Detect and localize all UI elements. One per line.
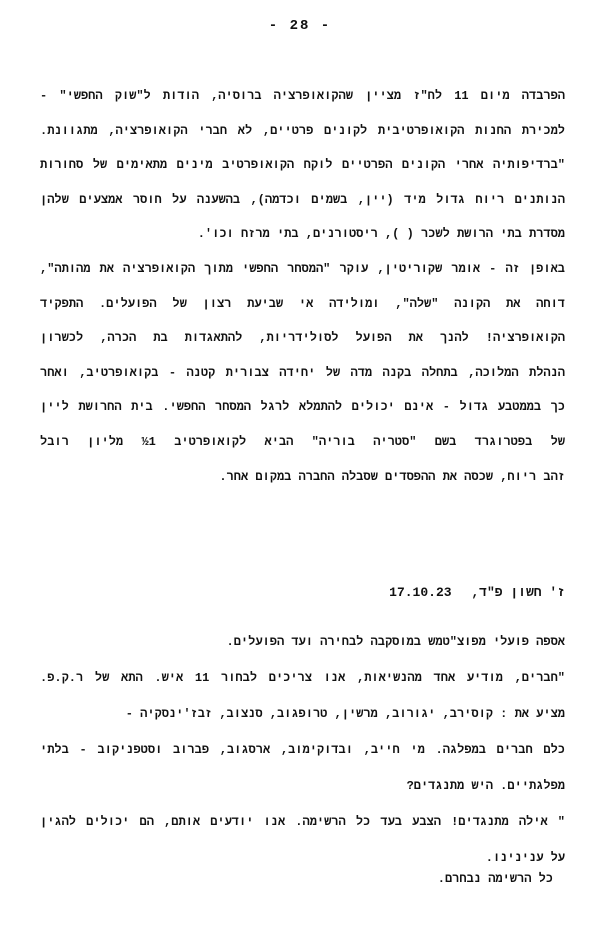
text-line: מציע את : קוסירב, יגורוב, מרשין, טרופגוב, סנצוב, זבז'ינסקיה - <box>125 707 565 721</box>
page-number: - 28 - <box>268 18 332 34</box>
text-line: " אילה מתנגדים! הצבע בעד כל הרשימה. אנו יודעים אותם, הם יכולים להגין <box>40 815 565 829</box>
text-line: מסדרת בתי הרושת לשכר ( ), ריסטורנים, בתי מרזח וכו'. <box>197 227 565 242</box>
text-line: כלם חברים במפלגה. מי חייב, ובדוקימוב, ארסגוב, פברוב וסטפניקוב - בלתי <box>40 743 565 757</box>
text-line: באופן זה - אומר שקוריטין, עוקר "המסחר החפשי מתוך הקואופרציה את מהותה", <box>40 261 565 276</box>
text-line: על ענינינו. <box>485 851 565 865</box>
date-heading-day: ז' חשון פ"ד, <box>471 585 565 600</box>
text-line: זהב ריוח, שכסה את ההפסדים שסבלה החברה במקום אחר. <box>219 469 565 484</box>
date-heading <box>40 585 565 601</box>
text-line: "ברדיפותיה אחרי הקונים הפרטיים לוקח הקואופרטיב מינים מתאימים של סחורות <box>40 158 565 173</box>
closing-line: כל הרשימה נבחרם. <box>437 872 553 886</box>
text-line: כך בממטבע גדול - אינם יכולים להתמלא לרגל המסחר החפשי. בית החרושת ליין <box>40 400 565 415</box>
text-line: הקואופרציה! להנך את הפועל לסולידריות, להתאגדות בת הכרה, לכשרון <box>40 331 565 346</box>
body-paragraph-cooperative <box>40 89 565 504</box>
text-line: "חברים, מודיע אחד מהנשיאות, אנו צריכים לבחור 11 איש. התא של ר.ק.פ. <box>40 671 565 685</box>
text-line: הנותנים ריוח גדול מיד (יין, בשמים וכדמה), בהשענה על חוסר אמצעים שלהן <box>40 192 565 207</box>
text-line: דוחה את הקונה "שלה", ומולידה אי שביעת רצון של הפועלים. התפקיד <box>40 296 565 311</box>
text-line: למכירת החנות הקואופרטיבית לקונים פרטיים, לא חברי הקואופרציה, מתגוונת. <box>40 123 565 138</box>
body-paragraph-elections <box>40 635 565 887</box>
text-line: אספה פועלי מפוצ"טמש במוסקבה לבחירה ועד הפועלים. <box>226 635 565 649</box>
text-line: מפלגתיים. היש מתנגדים? <box>406 779 565 793</box>
text-line: של בפטרוגרד בשם "סטריה בוריה" הביא לקואופרטיב 1½ מליון רובל <box>40 434 565 449</box>
text-line: הפרבדה מיום 11 לח"ז מציין שהקואופרציה ברוסיה, הודות ל"שוק החפשי" - <box>40 89 565 103</box>
date-heading-date: 17.10.23 <box>389 585 452 600</box>
text-line: הנהלת המלוכה, בתחלה בקנה מדה של יחידה צבורית קטנה - בקואופרטיב, ואחר <box>40 365 565 380</box>
